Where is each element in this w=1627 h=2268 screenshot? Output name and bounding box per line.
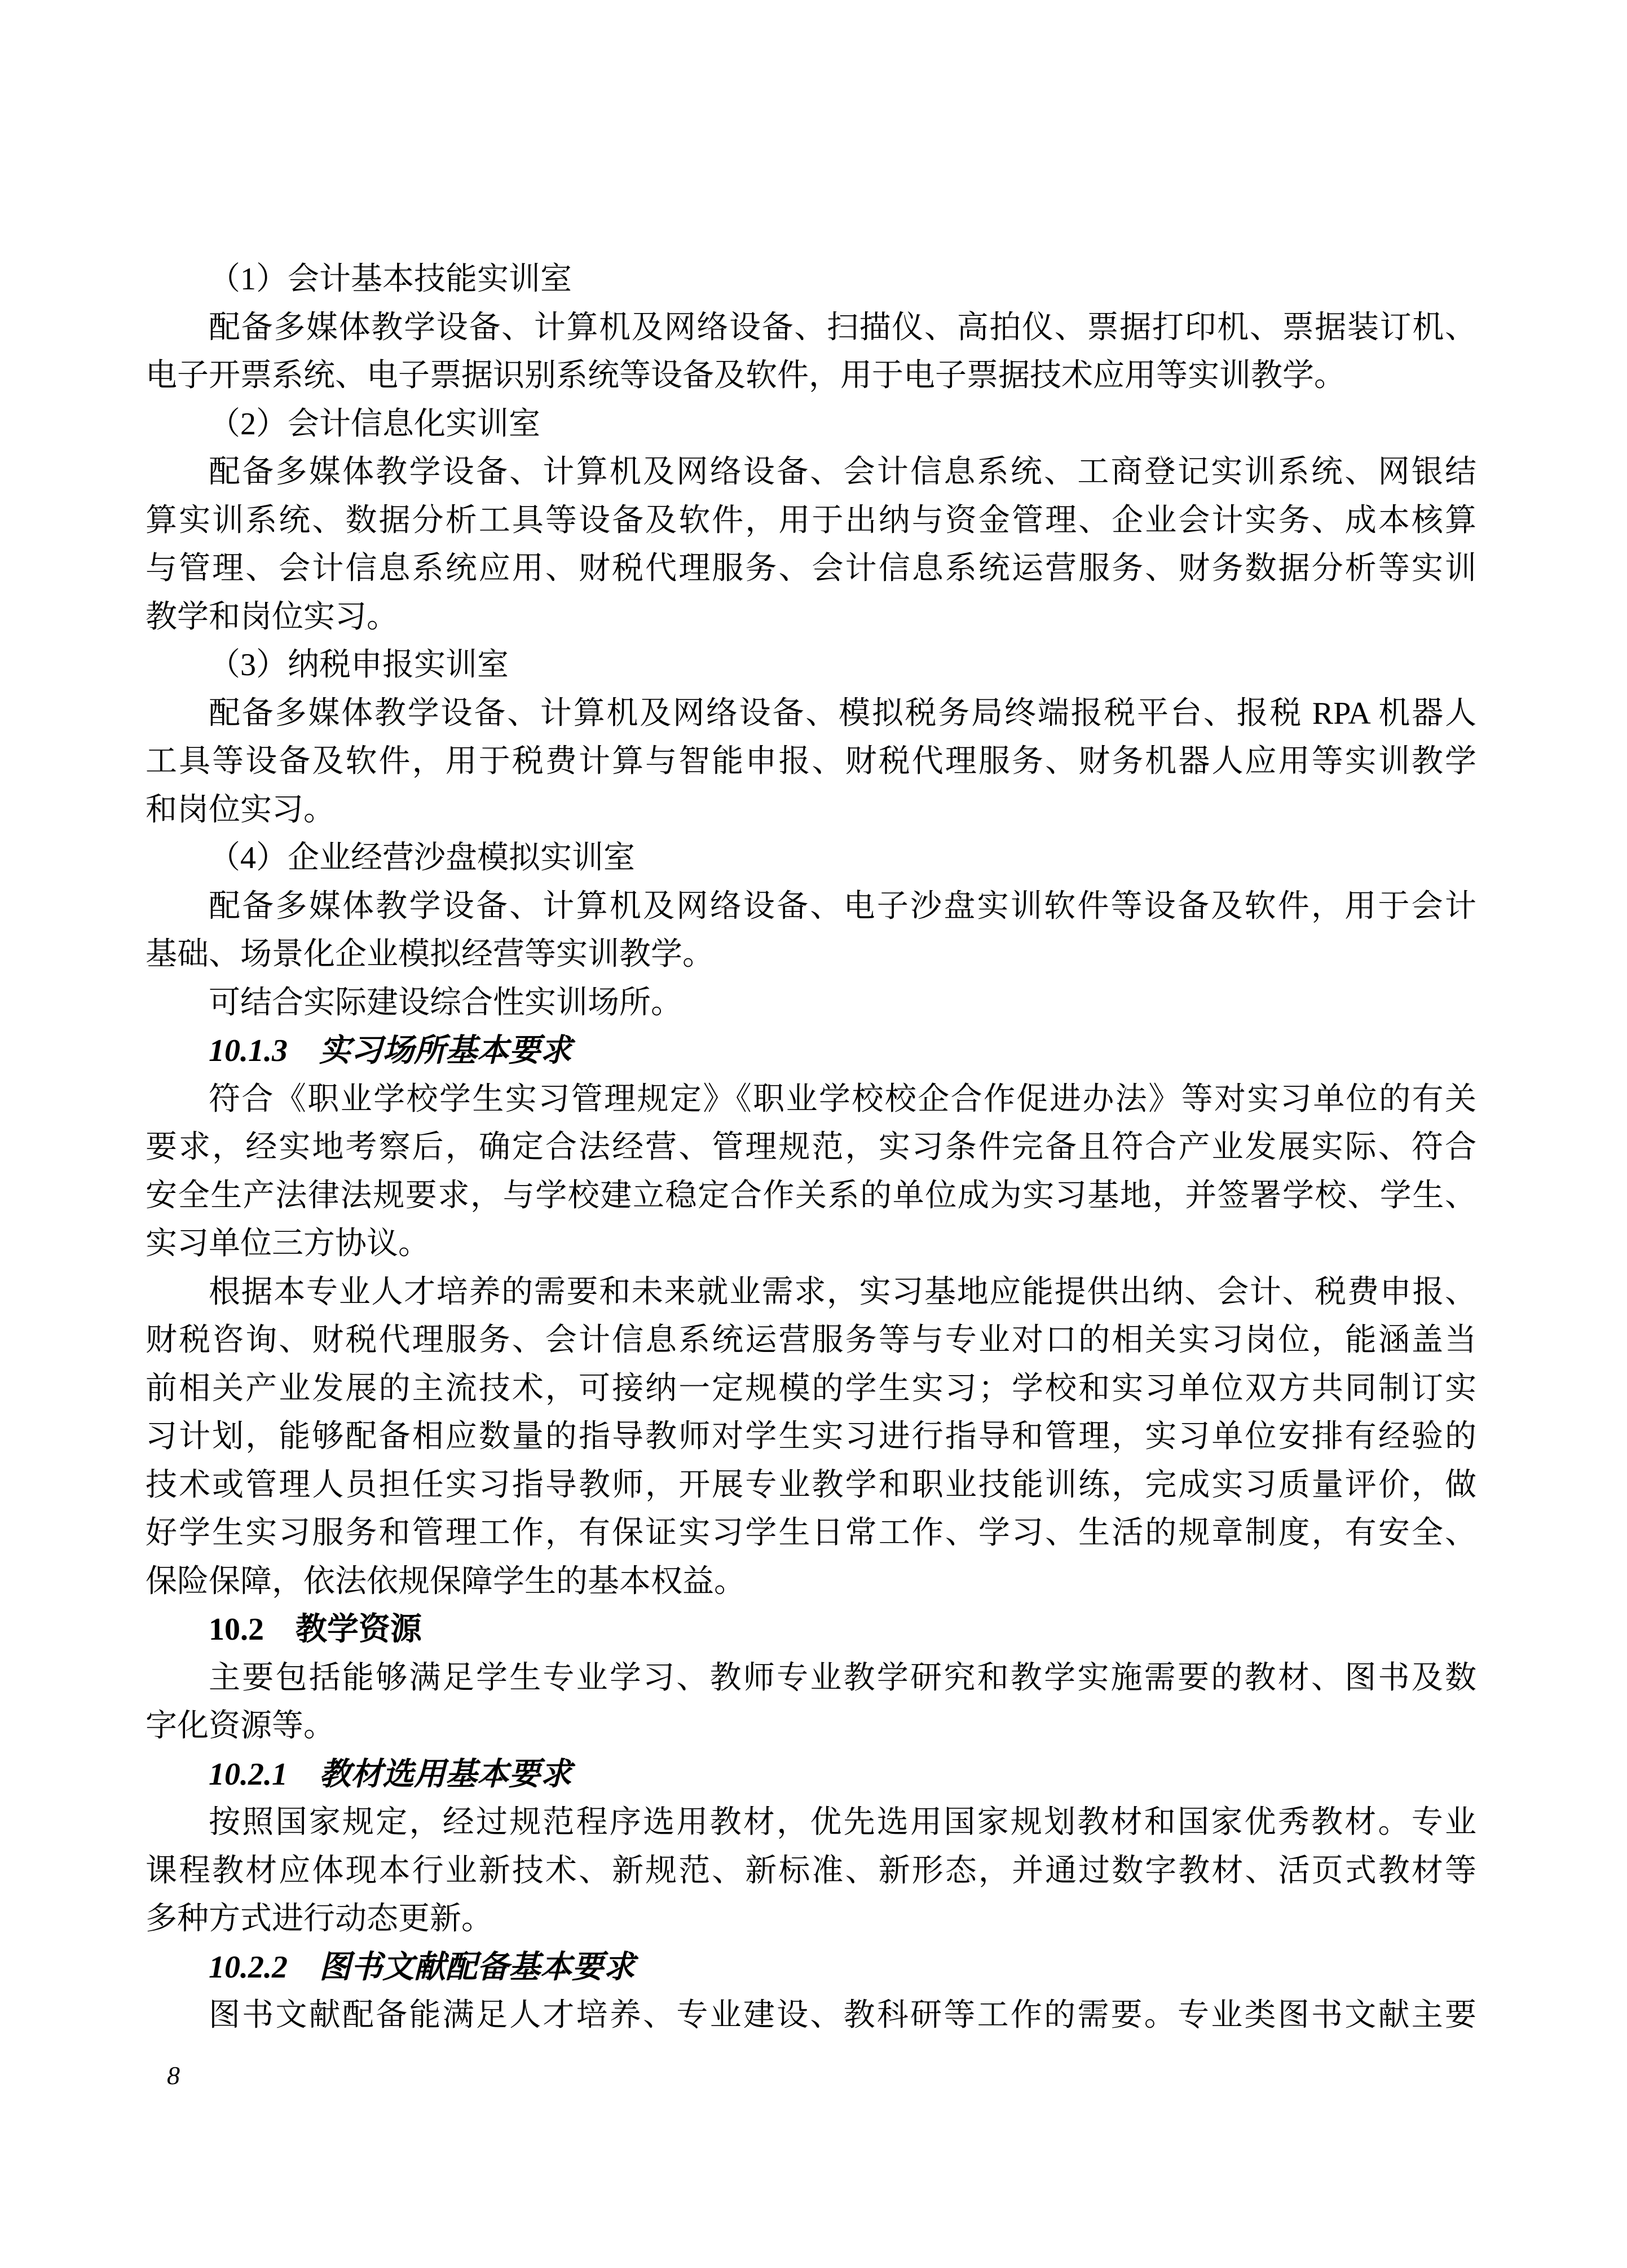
text-line: 图书文献配备能满足人才培养、专业建设、教科研等工作的需要。专业类图书文献主要 (209, 1998, 1476, 2033)
text-line: 课程教材应体现本行业新技术、新规范、新标准、新形态，并通过数字教材、活页式教材等 (145, 1853, 1476, 1888)
text-line: 配备多媒体教学设备、计算机及网络设备、扫描仪、高拍仪、票据打印机、票据装订机、 (209, 310, 1476, 345)
text-line: 实习单位三方协议。 (145, 1226, 430, 1261)
text-line: 10.2.2 图书文献配备基本要求 (209, 1949, 635, 1985)
page-number: 8 (167, 2061, 180, 2090)
text-line: 好学生实习服务和管理工作，有保证实习学生日常工作、学习、生活的规章制度，有安全、 (145, 1516, 1476, 1551)
text-line: 配备多媒体教学设备、计算机及网络设备、电子沙盘实训软件等设备及软件，用于会计 (209, 888, 1476, 924)
text-line: 10.2.1 教材选用基本要求 (209, 1756, 572, 1792)
text-line: 与管理、会计信息系统应用、财税代理服务、会计信息系统运营服务、财务数据分析等实训 (145, 551, 1476, 586)
text-line: 配备多媒体教学设备、计算机及网络设备、模拟税务局终端报税平台、报税 RPA 机器人 (209, 695, 1476, 731)
text-line: 符合《职业学校学生实习管理规定》《职业学校校企合作促进办法》等对实习单位的有关 (209, 1081, 1476, 1117)
text-line: 保险保障，依法依规保障学生的基本权益。 (145, 1564, 746, 1599)
text-line: 根据本专业人才培养的需要和未来就业需求，实习基地应能提供出纳、会计、税费申报、 (209, 1274, 1476, 1310)
text-line: 可结合实际建设综合性实训场所。 (209, 985, 682, 1020)
text-line: 多种方式进行动态更新。 (145, 1901, 493, 1936)
text-line: 10.2 教学资源 (209, 1612, 422, 1647)
text-line: 字化资源等。 (145, 1708, 335, 1743)
text-line: 工具等设备及软件，用于税费计算与智能申报、财税代理服务、财务机器人应用等实训教学 (145, 744, 1476, 779)
text-line: 电子开票系统、电子票据识别系统等设备及软件，用于电子票据技术应用等实训教学。 (145, 358, 1346, 393)
text-line: 习计划，能够配备相应数量的指导教师对学生实习进行指导和管理，实习单位安排有经验的 (145, 1419, 1476, 1454)
text-line: 财税咨询、财税代理服务、会计信息系统运营服务等与专业对口的相关实习岗位，能涵盖当 (145, 1323, 1476, 1358)
text-line: （1）会计基本技能实训室 (209, 262, 572, 297)
text-line: 前相关产业发展的主流技术，可接纳一定规模的学生实习；学校和实习单位双方共同制订实 (145, 1371, 1476, 1406)
text-line: 10.1.3 实习场所基本要求 (209, 1033, 572, 1068)
text-body (145, 256, 1476, 2040)
text-line: 按照国家规定，经过规范程序选用教材，优先选用国家规划教材和国家优秀教材。专业 (209, 1805, 1476, 1840)
text-line: 算实训系统、数据分析工具等设备及软件，用于出纳与资金管理、企业会计实务、成本核算 (145, 503, 1476, 538)
text-line: 主要包括能够满足学生专业学习、教师专业教学研究和教学实施需要的教材、图书及数 (209, 1660, 1476, 1696)
text-line: （2）会计信息化实训室 (209, 406, 540, 442)
text-line: 配备多媒体教学设备、计算机及网络设备、会计信息系统、工商登记实训系统、网银结 (209, 455, 1476, 490)
text-line: 安全生产法律法规要求，与学校建立稳定合作关系的单位成为实习基地，并签署学校、学生、 (145, 1178, 1476, 1213)
text-line: （3）纳税申报实训室 (209, 648, 509, 682)
text-line: 教学和岗位实习。 (145, 599, 398, 635)
text-line: （4）企业经营沙盘模拟实训室 (209, 840, 635, 875)
text-line: 要求，经实地考察后，确定合法经营、管理规范，实习条件完备且符合产业发展实际、符合 (145, 1130, 1476, 1165)
text-line: 和岗位实习。 (145, 792, 335, 827)
text-line: 基础、场景化企业模拟经营等实训教学。 (145, 937, 714, 972)
text-line: 技术或管理人员担任实习指导教师，开展专业教学和职业技能训练，完成实习质量评价，做 (145, 1467, 1476, 1503)
